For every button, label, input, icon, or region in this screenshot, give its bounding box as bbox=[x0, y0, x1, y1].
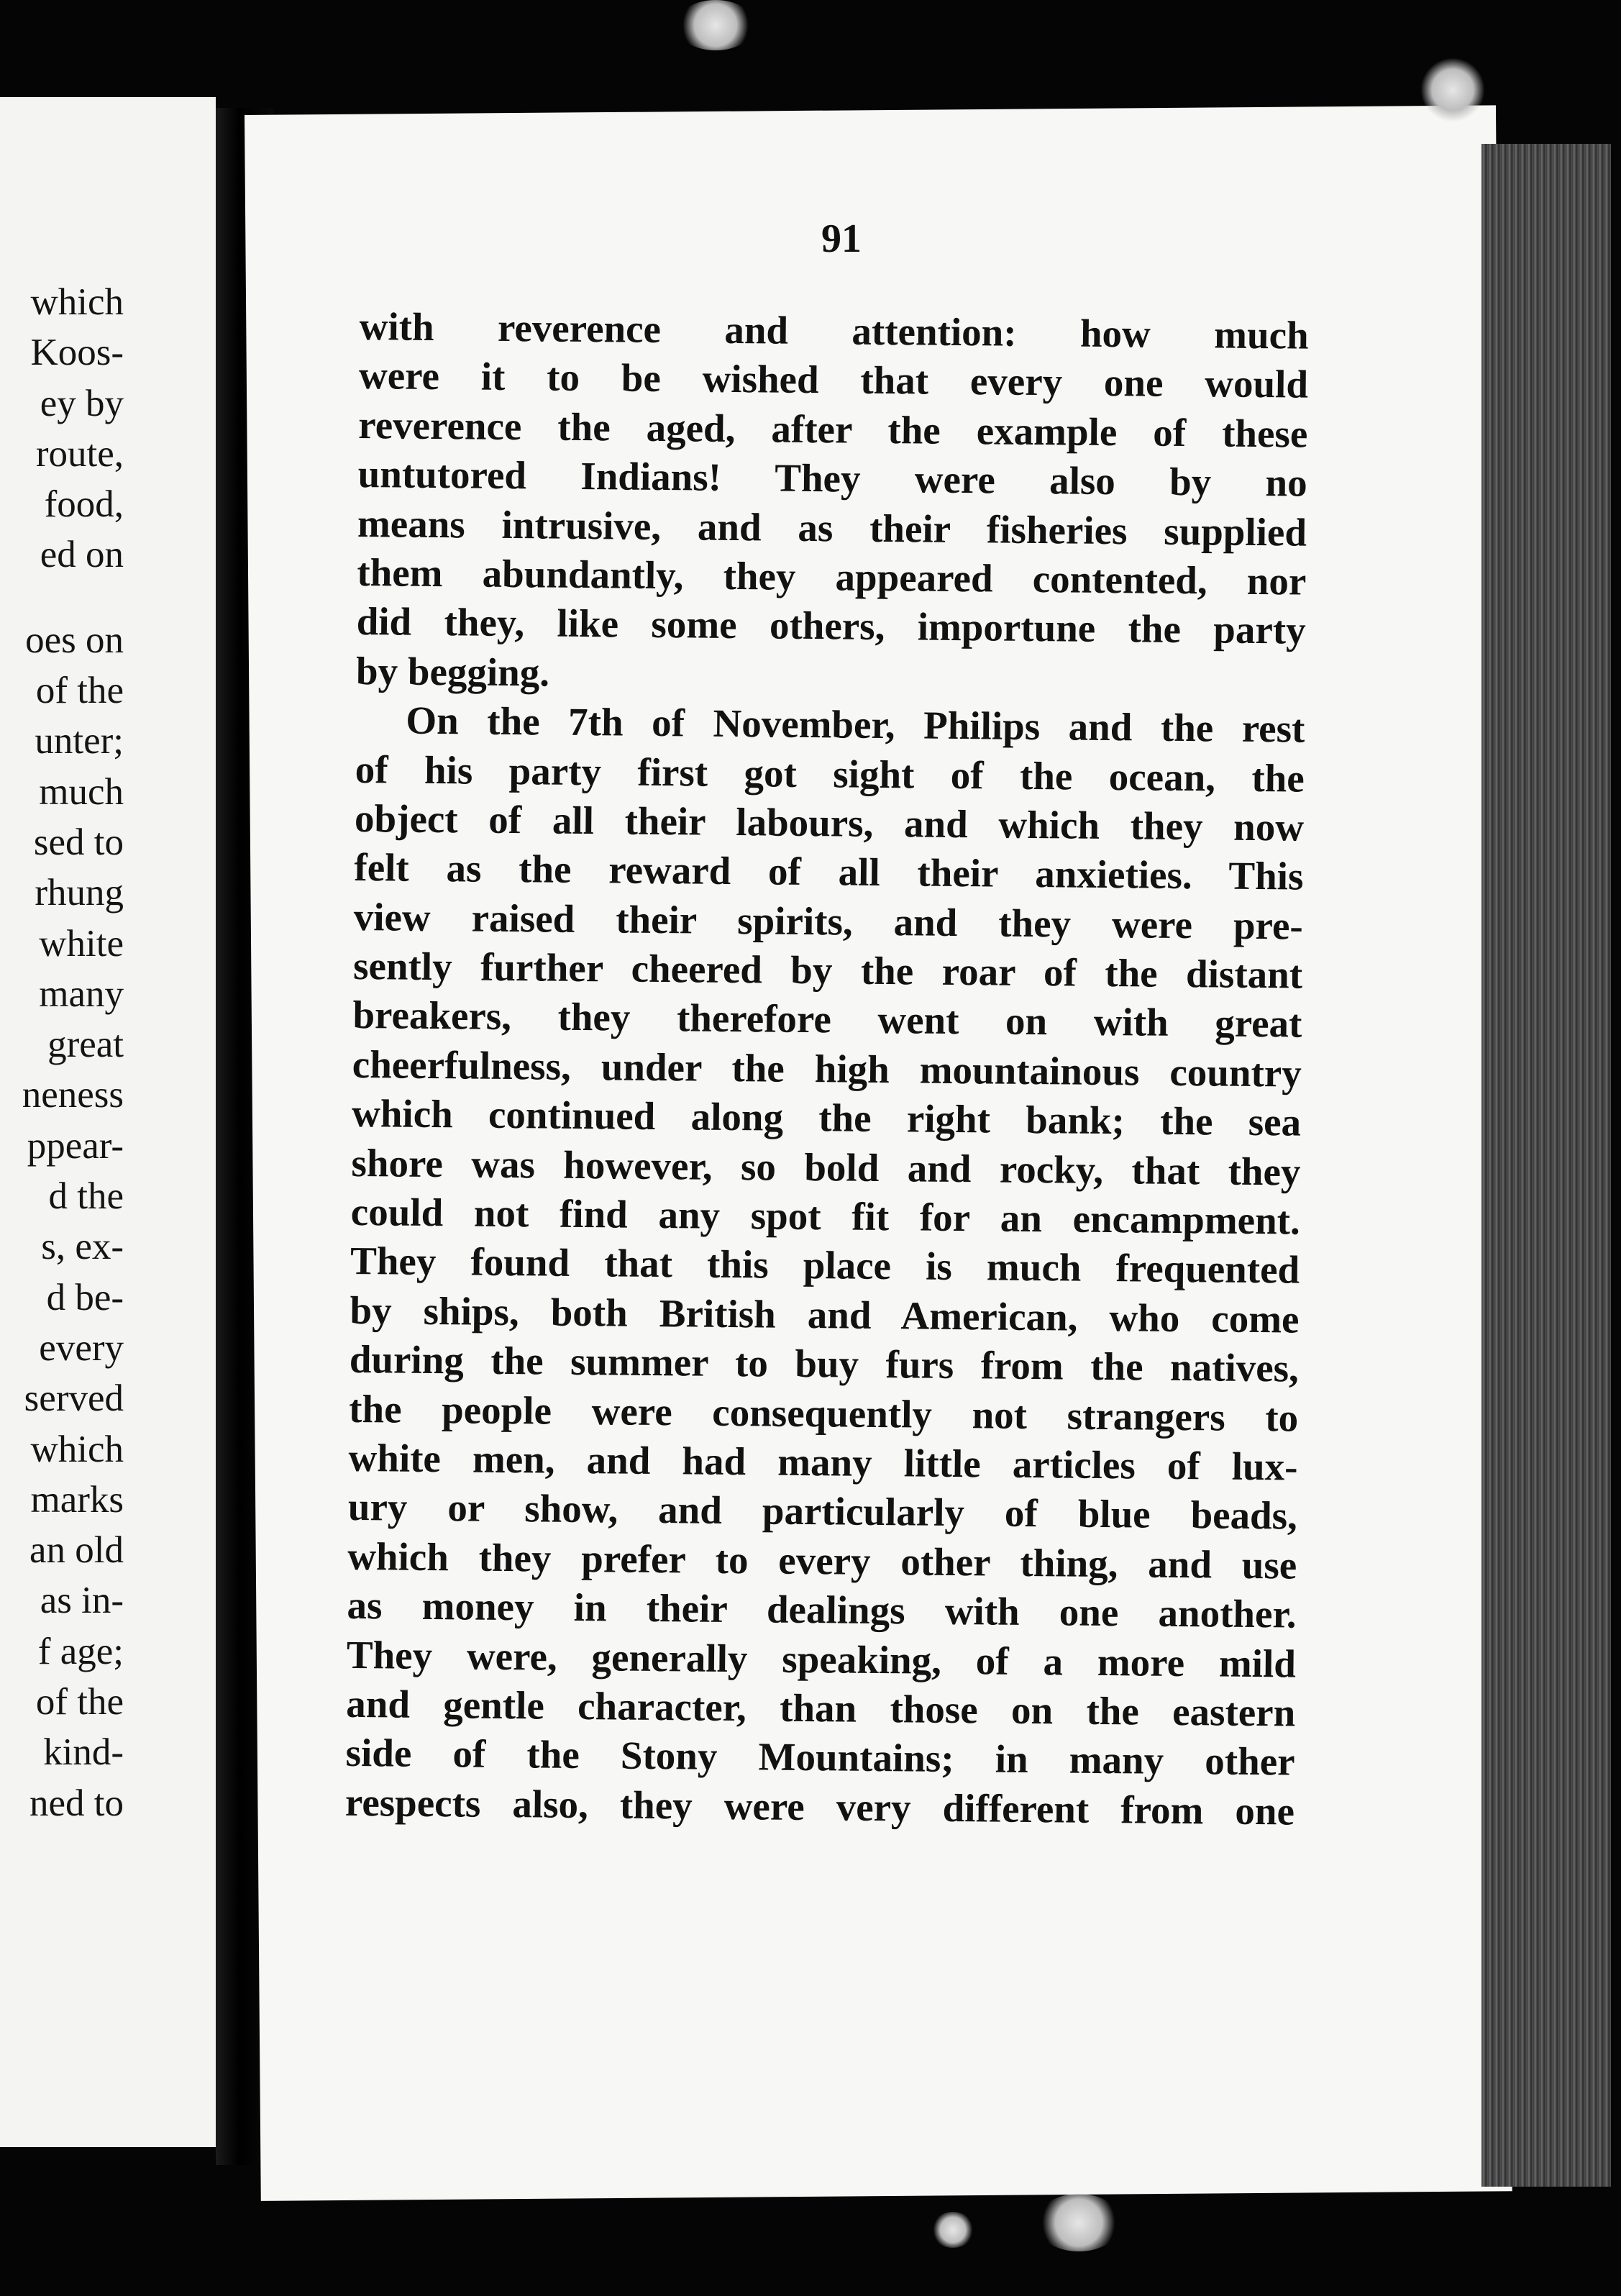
left-line: an old bbox=[29, 1529, 124, 1572]
text-line: of his party first got sight of the ocean, the bbox=[355, 747, 1305, 801]
text-line: by ships, both British and American, who come bbox=[350, 1288, 1300, 1341]
text-line: which they prefer to every other thing, and use bbox=[347, 1534, 1297, 1587]
text-line: object of all their labours, and which they now bbox=[354, 796, 1305, 849]
left-line: ned to bbox=[29, 1782, 124, 1824]
text-line: untutored Indians! They were also by no bbox=[357, 452, 1307, 505]
left-line: f age; bbox=[37, 1630, 124, 1672]
left-line: food, bbox=[44, 483, 124, 526]
left-line: served bbox=[24, 1377, 124, 1420]
text-line: respects also, they were very different from one bbox=[344, 1780, 1295, 1833]
text-line: with reverence and attention: how much bbox=[359, 304, 1309, 357]
left-line: every bbox=[39, 1326, 124, 1369]
text-line: They found that this place is much frequented bbox=[350, 1239, 1300, 1293]
text-line: reverence the aged, after the example of these bbox=[358, 402, 1308, 456]
scan-speck bbox=[1420, 58, 1485, 122]
left-line: of the bbox=[35, 670, 124, 712]
text-line: shore was however, so bold and rocky, that they bbox=[351, 1140, 1301, 1194]
page-block-edge bbox=[1481, 144, 1611, 2187]
left-paragraph-gap bbox=[0, 580, 124, 615]
text-line: by begging. bbox=[355, 648, 550, 695]
scan-speck bbox=[676, 0, 755, 50]
left-line: great bbox=[47, 1024, 124, 1066]
text-line: during the summer to buy furs from the natives, bbox=[349, 1337, 1300, 1390]
text-line: They were, generally speaking, of a more mild bbox=[346, 1632, 1297, 1686]
left-line: of the bbox=[35, 1681, 124, 1723]
left-line: d be- bbox=[46, 1276, 124, 1318]
left-line: kind- bbox=[43, 1731, 124, 1774]
text-line: and gentle character, than those on the eastern bbox=[346, 1681, 1296, 1735]
left-line: rhung bbox=[35, 872, 124, 914]
left-line: which bbox=[30, 281, 124, 323]
text-line: them abundantly, they appeared contented, nor bbox=[357, 550, 1307, 603]
text-line: sently further cheered by the roar of the distant bbox=[352, 944, 1303, 997]
left-line: ed on bbox=[40, 534, 124, 576]
left-line: ey by bbox=[40, 382, 124, 424]
text-line: view raised their spirits, and they were pre- bbox=[353, 894, 1304, 948]
page-body-text bbox=[345, 302, 1309, 1836]
text-line: white men, and had many little articles of lux- bbox=[348, 1435, 1298, 1489]
text-line: cheerfulness, under the high mountainous country bbox=[352, 1042, 1302, 1095]
left-line: as in- bbox=[40, 1580, 124, 1622]
left-line: ppear- bbox=[27, 1124, 124, 1167]
left-facing-page bbox=[0, 97, 216, 2147]
scan-speck bbox=[931, 2212, 974, 2248]
left-line: marks bbox=[30, 1478, 124, 1521]
left-line: oes on bbox=[25, 619, 124, 661]
left-line: route, bbox=[35, 432, 124, 475]
text-line: felt as the reward of all their anxieties. This bbox=[354, 845, 1304, 898]
text-line: were it to be wished that every one would bbox=[358, 353, 1309, 407]
text-line: On the 7th of November, Philips and the rest bbox=[406, 698, 1305, 751]
left-page-text-fragments bbox=[0, 277, 124, 1828]
text-line: breakers, they therefore went on with great bbox=[352, 993, 1302, 1047]
left-line: Koos- bbox=[30, 332, 124, 374]
text-line: could not find any spot fit for an encampment. bbox=[350, 1189, 1301, 1243]
left-line: unter; bbox=[35, 720, 124, 762]
left-line: which bbox=[30, 1428, 124, 1470]
left-line: neness bbox=[22, 1074, 124, 1116]
left-line: much bbox=[39, 770, 124, 813]
text-line: which continued along the right bank; the sea bbox=[351, 1091, 1302, 1144]
text-line: side of the Stony Mountains; in many other bbox=[345, 1731, 1295, 1784]
text-line: ury or show, and particularly of blue beads, bbox=[347, 1485, 1298, 1538]
left-line: many bbox=[39, 972, 124, 1015]
left-line: s, ex- bbox=[41, 1226, 124, 1268]
text-line: did they, like some others, importune the party bbox=[356, 599, 1306, 652]
page-number: 91 bbox=[821, 217, 862, 261]
text-line: as money in their dealings with one another. bbox=[347, 1583, 1297, 1636]
text-line: the people were consequently not strangers to bbox=[348, 1386, 1299, 1440]
scan-speck bbox=[1036, 2194, 1122, 2251]
left-line: d the bbox=[48, 1175, 124, 1218]
left-line: sed to bbox=[33, 821, 124, 863]
text-line: means intrusive, and as their fisheries supplied bbox=[357, 501, 1307, 555]
left-line: white bbox=[39, 922, 124, 965]
